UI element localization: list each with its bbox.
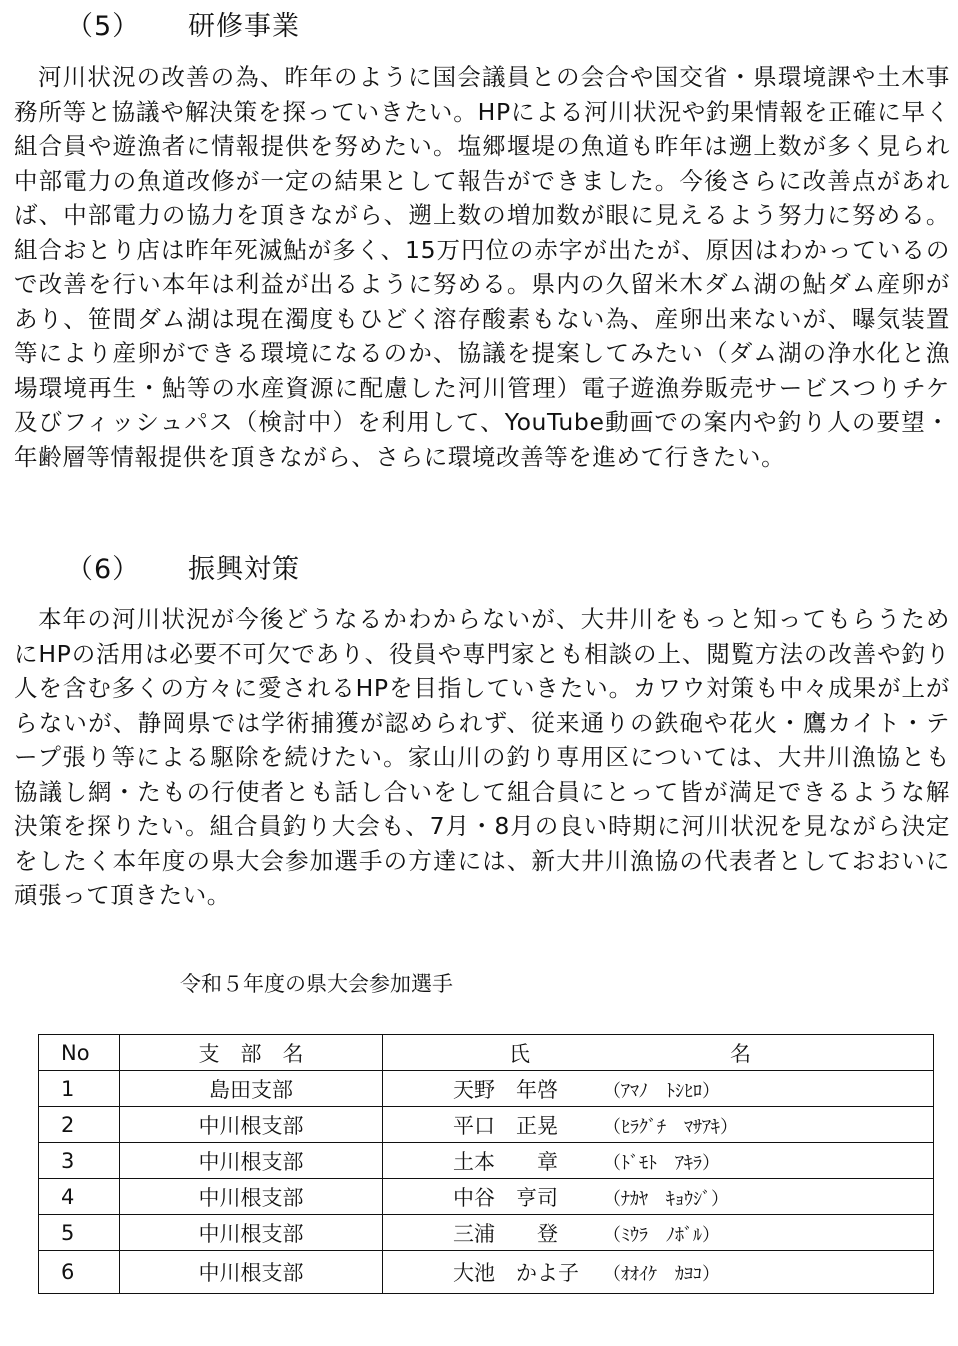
row-name-cell (383, 1179, 934, 1215)
table-row (39, 1251, 934, 1294)
row-kana: （ｱﾏﾉ ﾄｼﾋﾛ） (603, 1080, 720, 1102)
section-5-number: （5） (66, 11, 141, 42)
table-row (39, 1179, 934, 1215)
row-name: 天野 年啓 (453, 1077, 558, 1102)
row-name-cell (383, 1143, 934, 1179)
roster-caption: 令和５年度の県大会参加選手 (180, 972, 453, 996)
section-6-number: （6） (66, 554, 141, 585)
row-no: 2 (39, 1107, 120, 1143)
row-no: 6 (39, 1251, 120, 1294)
row-name: 大池 かよ子 (453, 1261, 579, 1285)
row-branch: 中川根支部 (120, 1215, 383, 1251)
row-no: 5 (39, 1215, 120, 1251)
section-6-body: 本年の河川状況が今後どうなるかわからないが、大井川をもっと知ってもらうためにHPの活用は必要不可欠であり、役員や専門家とも相談の上、閲覧方法の改善や釣り人を含む多くの方々に愛されるHPを目指していきたい。カワウ対策も中々成果が上がらないが、静岡県では学術捕獲が認められず、従来通りの鉄砲や花火・鷹カイト・テープ張り等による駆除を続けたい。家山川の釣り専用区については、大井川漁協とも協議し網・たもの行使者とも話し合いをして組合員にとって皆が満足できるような解決策を探りたい。組合員釣り大会も、7月・8月の良い時期に河川状況を見ながら決定をしたく本年度の県大会参加選手の方達には、新大井川漁協の代表者としておおいに頑張って頂きたい。 (14, 605, 950, 909)
row-branch: 島田支部 (120, 1071, 383, 1107)
row-no: 1 (39, 1071, 120, 1107)
row-name: 土本 章 (453, 1149, 558, 1174)
row-no: 3 (39, 1143, 120, 1179)
row-branch: 中川根支部 (120, 1107, 383, 1143)
row-no: 4 (39, 1179, 120, 1215)
row-name-cell (383, 1215, 934, 1251)
row-kana: （ﾐｳﾗ ﾉﾎﾞﾙ） (603, 1224, 720, 1246)
row-branch: 中川根支部 (120, 1251, 383, 1294)
row-name-cell (383, 1251, 934, 1294)
header-name-b: 名 (730, 1041, 751, 1066)
header-no: No (39, 1035, 120, 1071)
table-row (39, 1071, 934, 1107)
row-branch: 中川根支部 (120, 1179, 383, 1215)
header-name-a: 氏 (509, 1041, 530, 1066)
header-branch: 支 部 名 (120, 1035, 383, 1071)
header-name (383, 1035, 934, 1071)
row-kana: （ﾄﾞﾓﾄ ｱｷﾗ） (603, 1152, 720, 1174)
table-row (39, 1107, 934, 1143)
section-5-title: 研修事業 (188, 11, 300, 42)
row-name-cell (383, 1107, 934, 1143)
table-row (39, 1215, 934, 1251)
row-kana: （ﾅｶﾔ ｷｮｳｼﾞ） (603, 1188, 729, 1210)
section-5-heading (66, 4, 300, 43)
roster-table (38, 1034, 934, 1294)
row-name: 中谷 亨司 (453, 1185, 558, 1210)
row-kana: （ｵｵｲｹ ｶﾖｺ） (603, 1264, 720, 1285)
section-5-body: 河川状況の改善の為、昨年のように国会議員との会合や国交省・県環境課や土木事務所等と協議や解決策を探っていきたい。HPによる河川状況や釣果情報を正確に早く組合員や遊漁者に情報提供を努めたい。塩郷堰堤の魚道も昨年は遡上数が多く見られ中部電力の魚道改修が一定の結果として報告ができました。今後さらに改善点があれば、中部電力の協力を頂きながら、遡上数の増加数が眼に見えるよう努力に努める。組合おとり店は昨年死滅鮎が多く、15万円位の赤字が出たが、原因はわかっているので改善を行い本年は利益が出るように努める。県内の久留米木ダム湖の鮎ダム産卵があり、笹間ダム湖は現在濁度もひどく溶存酸素もない為、産卵出来ないが、曝気装置等により産卵ができる環境になるのか、協議を提案してみたい（ダム湖の浄水化と漁場環境再生・鮎等の水産資源に配慮した河川管理）電子遊漁券販売サービスつりチケ及びフィッシュパス（検討中）を利用して、YouTube動画での案内や釣り人の要望・年齢層等情報提供を頂きながら、さらに環境改善等を進めて行きたい。 (14, 63, 950, 471)
row-kana: （ﾋﾗｸﾞﾁ ﾏｻｱｷ） (603, 1116, 738, 1138)
row-branch: 中川根支部 (120, 1143, 383, 1179)
row-name-cell (383, 1071, 934, 1107)
row-name: 平口 正晃 (453, 1113, 558, 1138)
row-name: 三浦 登 (453, 1221, 558, 1246)
section-6-title: 振興対策 (188, 554, 300, 585)
roster-header-row (39, 1035, 934, 1071)
section-6-heading (66, 547, 300, 586)
table-row (39, 1143, 934, 1179)
